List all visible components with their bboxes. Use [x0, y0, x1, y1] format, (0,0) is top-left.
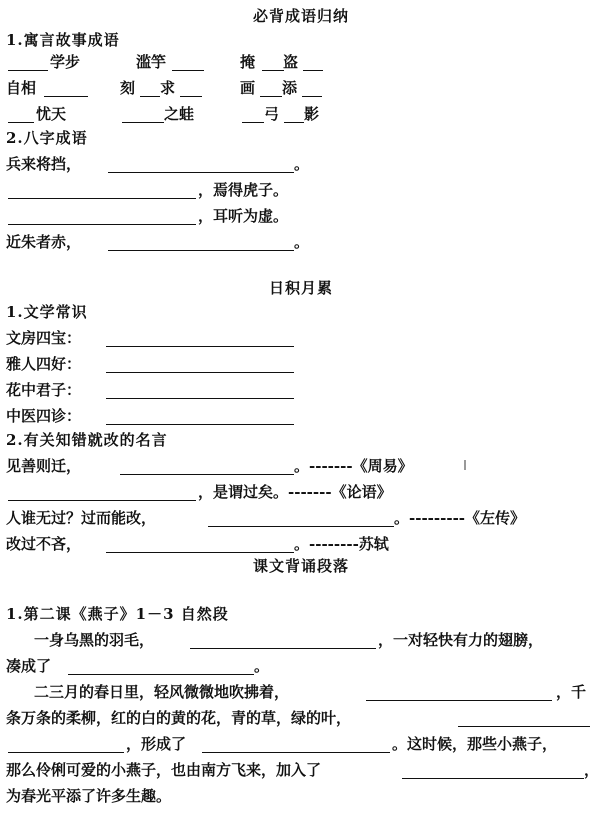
- prompt-text: 兵来将挡，: [6, 155, 82, 173]
- passage-text: 那么伶俐可爱的小燕子，也由南方飞来，加入了: [6, 761, 322, 779]
- idiom-word: 掩: [240, 53, 256, 71]
- quote-source: 。-------《周易》: [294, 457, 413, 475]
- passage-text: 二三月的春日里，轻风微微地吹拂着，: [34, 683, 290, 701]
- heading-famous-quotes: 2.有关知错就改的名言: [6, 431, 168, 449]
- blank[interactable]: [242, 104, 264, 123]
- answer-blank[interactable]: [8, 734, 124, 753]
- blank[interactable]: [302, 78, 322, 97]
- answer-blank[interactable]: [8, 482, 196, 501]
- passage-text: ，形成了: [126, 735, 187, 753]
- prompt-text: ，耳听为虚。: [198, 207, 289, 225]
- idiom-word: 盗: [283, 53, 299, 71]
- heading-eight-char-idioms: 2.八字成语: [6, 129, 88, 147]
- quote-text: 人谁无过？过而能改，: [6, 509, 157, 527]
- idiom-word: 画: [240, 79, 256, 97]
- idiom-word: 之蛙: [164, 105, 195, 123]
- passage-text: ，一对轻快有力的翅膀，: [378, 631, 544, 649]
- section-title-recitation: 课文背诵段落: [252, 557, 349, 575]
- idiom-word: 添: [282, 79, 298, 97]
- answer-blank[interactable]: [8, 180, 196, 199]
- answer-blank[interactable]: [458, 708, 590, 727]
- idiom-word: 影: [304, 105, 320, 123]
- quote-source: 。--------苏轼: [294, 535, 389, 553]
- answer-blank[interactable]: [106, 354, 294, 373]
- answer-blank[interactable]: [108, 154, 294, 173]
- blank[interactable]: [260, 78, 282, 97]
- blank[interactable]: [122, 104, 164, 123]
- literary-item-label: 花中君子：: [6, 381, 82, 399]
- period: 。: [294, 233, 310, 251]
- literary-item-label: 雅人四好：: [6, 355, 82, 373]
- period: 。: [294, 155, 310, 173]
- answer-blank[interactable]: [208, 508, 394, 527]
- prompt-text: ，焉得虎子。: [198, 181, 289, 199]
- literary-item-label: 文房四宝：: [6, 329, 82, 347]
- blank[interactable]: [284, 104, 304, 123]
- heading-literary-knowledge: 1.文学常识: [6, 303, 88, 321]
- passage-text: 凑成了: [6, 657, 52, 675]
- idiom-word: 弓: [264, 105, 280, 123]
- idiom-word: 滥竽: [136, 53, 167, 71]
- idiom-word: 自相: [6, 79, 37, 97]
- idiom-word: 学步: [50, 53, 81, 71]
- blank[interactable]: [180, 78, 202, 97]
- answer-blank[interactable]: [190, 630, 376, 649]
- quote-source: 。---------《左传》: [394, 509, 526, 527]
- answer-blank[interactable]: [402, 760, 584, 779]
- passage-text: 为春光平添了许多生趣。: [6, 787, 172, 805]
- answer-blank[interactable]: [202, 734, 390, 753]
- quote-text: 改过不吝，: [6, 535, 82, 553]
- blank[interactable]: [8, 52, 48, 71]
- idiom-word: 刻: [120, 79, 136, 97]
- literary-item-label: 中医四诊：: [6, 407, 82, 425]
- quote-text: 见善则迁，: [6, 457, 82, 475]
- blank[interactable]: [44, 78, 88, 97]
- answer-blank[interactable]: [106, 406, 294, 425]
- heading-fable-idioms: 1.寓言故事成语: [6, 31, 120, 49]
- answer-blank[interactable]: [108, 232, 294, 251]
- passage-text: ，千: [556, 683, 587, 701]
- idiom-word: 求: [160, 79, 176, 97]
- passage-text: ，: [584, 761, 600, 779]
- answer-blank[interactable]: [68, 656, 254, 675]
- idiom-word: 忧天: [36, 105, 67, 123]
- heading-swallow-lesson: 1.第二课《燕子》1－3 自然段: [6, 605, 229, 623]
- passage-text: 一身乌黑的羽毛，: [34, 631, 155, 649]
- blank[interactable]: [303, 52, 323, 71]
- quote-source: ，是谓过矣。-------《论语》: [198, 483, 392, 501]
- blank[interactable]: [172, 52, 204, 71]
- blank[interactable]: [262, 52, 284, 71]
- answer-blank[interactable]: [8, 206, 196, 225]
- answer-blank[interactable]: [106, 328, 294, 347]
- answer-blank[interactable]: [106, 534, 294, 553]
- section-title-idioms: 必背成语归纳: [252, 7, 349, 25]
- section-title-daily-accumulation: 日积月累: [268, 279, 333, 297]
- answer-blank[interactable]: [366, 682, 552, 701]
- answer-blank[interactable]: [120, 456, 294, 475]
- passage-text: 。这时候，那些小燕子，: [392, 735, 558, 753]
- blank[interactable]: [8, 104, 34, 123]
- blank[interactable]: [140, 78, 160, 97]
- passage-text: 。: [254, 657, 270, 675]
- prompt-text: 近朱者赤，: [6, 233, 82, 251]
- scan-mark: [464, 460, 466, 470]
- passage-text: 条万条的柔柳，红的白的黄的花，青的草，绿的叶，: [6, 709, 352, 727]
- answer-blank[interactable]: [106, 380, 294, 399]
